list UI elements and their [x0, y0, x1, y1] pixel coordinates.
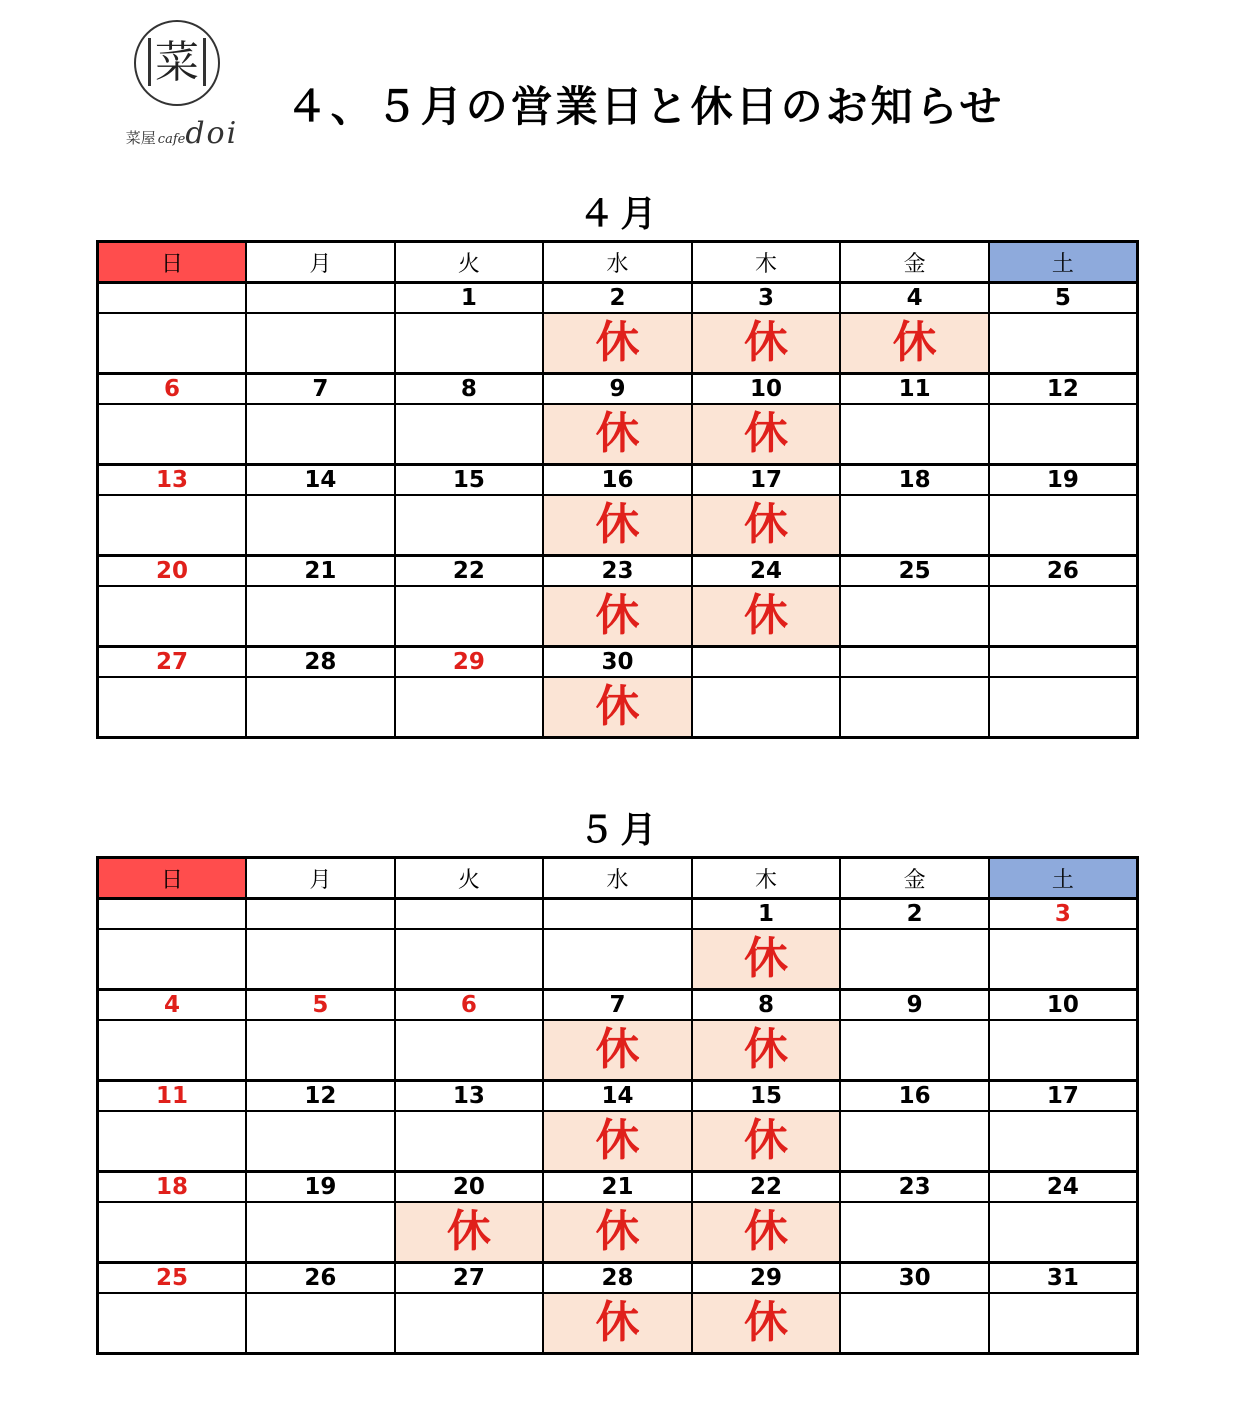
date-cell: 25: [98, 1263, 247, 1294]
closed-day-mark: 休: [692, 929, 841, 990]
closed-day-mark: 休: [543, 677, 692, 738]
open-day-cell: [692, 677, 841, 738]
date-cell: 30: [543, 647, 692, 678]
date-cell: [989, 647, 1138, 678]
page-title: ４、５月の営業日と休日のお知らせ: [285, 82, 1005, 131]
status-row: [98, 313, 1138, 374]
date-cell: 7: [246, 374, 395, 405]
logo-emblem: [134, 20, 220, 106]
weekday-header: 木: [692, 242, 841, 283]
date-row: [98, 1081, 1138, 1112]
date-row: [98, 556, 1138, 587]
weekday-header-row: [98, 858, 1138, 899]
open-day-cell: [989, 586, 1138, 647]
date-cell: 4: [840, 283, 989, 314]
date-cell: 13: [395, 1081, 544, 1112]
date-cell: 15: [395, 465, 544, 496]
date-cell: 17: [692, 465, 841, 496]
date-cell: 20: [98, 556, 247, 587]
date-cell: 11: [840, 374, 989, 405]
open-day-cell: [989, 495, 1138, 556]
open-day-cell: [98, 1111, 247, 1172]
date-cell: 19: [246, 1172, 395, 1203]
date-cell: 12: [989, 374, 1138, 405]
date-cell: 22: [692, 1172, 841, 1203]
date-cell: 1: [395, 283, 544, 314]
date-cell: [98, 283, 247, 314]
open-day-cell: [98, 586, 247, 647]
date-cell: [246, 283, 395, 314]
date-cell: 24: [989, 1172, 1138, 1203]
date-cell: 29: [395, 647, 544, 678]
open-day-cell: [840, 677, 989, 738]
weekday-header: 月: [246, 242, 395, 283]
date-cell: 2: [840, 899, 989, 930]
date-cell: 14: [543, 1081, 692, 1112]
date-row: [98, 1172, 1138, 1203]
closed-day-mark: 休: [692, 1293, 841, 1354]
date-cell: 1: [692, 899, 841, 930]
date-cell: 12: [246, 1081, 395, 1112]
open-day-cell: [989, 1111, 1138, 1172]
open-day-cell: [989, 1020, 1138, 1081]
date-row: [98, 465, 1138, 496]
date-cell: 6: [395, 990, 544, 1021]
closed-day-mark: 休: [692, 1202, 841, 1263]
knife-icon: [203, 38, 206, 86]
fork-icon: [148, 38, 151, 86]
status-row: [98, 1111, 1138, 1172]
open-day-cell: [246, 1293, 395, 1354]
date-cell: [543, 899, 692, 930]
open-day-cell: [395, 313, 544, 374]
date-cell: 2: [543, 283, 692, 314]
date-cell: 18: [840, 465, 989, 496]
date-cell: 15: [692, 1081, 841, 1112]
date-cell: 8: [395, 374, 544, 405]
date-cell: 5: [989, 283, 1138, 314]
closed-day-mark: 休: [692, 1111, 841, 1172]
open-day-cell: [98, 1293, 247, 1354]
date-cell: [98, 899, 247, 930]
date-cell: 22: [395, 556, 544, 587]
may-title: ５月: [578, 810, 663, 851]
open-day-cell: [246, 1111, 395, 1172]
open-day-cell: [989, 313, 1138, 374]
open-day-cell: [98, 495, 247, 556]
closed-day-mark: 休: [692, 495, 841, 556]
date-cell: 9: [543, 374, 692, 405]
weekday-header: 土: [989, 858, 1138, 899]
date-cell: 7: [543, 990, 692, 1021]
logo-cafe-text: cafe: [157, 132, 186, 147]
open-day-cell: [395, 1293, 544, 1354]
closed-day-mark: 休: [692, 313, 841, 374]
date-cell: 3: [989, 899, 1138, 930]
open-day-cell: [840, 1111, 989, 1172]
date-cell: 3: [692, 283, 841, 314]
status-row: [98, 495, 1138, 556]
open-day-cell: [98, 1020, 247, 1081]
open-day-cell: [98, 677, 247, 738]
open-day-cell: [840, 1020, 989, 1081]
date-cell: 17: [989, 1081, 1138, 1112]
date-cell: 21: [543, 1172, 692, 1203]
april-calendar: [96, 240, 1139, 739]
date-cell: 4: [98, 990, 247, 1021]
open-day-cell: [246, 313, 395, 374]
date-cell: 27: [395, 1263, 544, 1294]
status-row: [98, 1293, 1138, 1354]
open-day-cell: [989, 1202, 1138, 1263]
open-day-cell: [395, 677, 544, 738]
open-day-cell: [840, 929, 989, 990]
weekday-header: 土: [989, 242, 1138, 283]
date-cell: 18: [98, 1172, 247, 1203]
date-row: [98, 374, 1138, 405]
date-cell: 25: [840, 556, 989, 587]
open-day-cell: [989, 404, 1138, 465]
date-cell: 23: [840, 1172, 989, 1203]
open-day-cell: [246, 495, 395, 556]
open-day-cell: [246, 404, 395, 465]
date-cell: 24: [692, 556, 841, 587]
closed-day-mark: 休: [543, 404, 692, 465]
date-cell: [692, 647, 841, 678]
status-row: [98, 1020, 1138, 1081]
weekday-header: 火: [395, 858, 544, 899]
date-cell: 26: [246, 1263, 395, 1294]
open-day-cell: [395, 586, 544, 647]
weekday-header: 金: [840, 858, 989, 899]
open-day-cell: [246, 677, 395, 738]
logo-jp-text: 菜屋: [125, 129, 156, 147]
open-day-cell: [840, 586, 989, 647]
closed-day-mark: 休: [543, 1202, 692, 1263]
open-day-cell: [395, 495, 544, 556]
closed-day-mark: 休: [692, 404, 841, 465]
closed-day-mark: 休: [395, 1202, 544, 1263]
date-cell: 28: [246, 647, 395, 678]
closed-day-mark: 休: [692, 1020, 841, 1081]
open-day-cell: [840, 404, 989, 465]
open-day-cell: [840, 495, 989, 556]
cafe-logo: [112, 20, 252, 150]
weekday-header: 木: [692, 858, 841, 899]
date-cell: 9: [840, 990, 989, 1021]
date-cell: 16: [840, 1081, 989, 1112]
date-cell: 23: [543, 556, 692, 587]
weekday-header: 火: [395, 242, 544, 283]
date-cell: [246, 899, 395, 930]
date-cell: 27: [98, 647, 247, 678]
weekday-header: 日: [98, 858, 247, 899]
date-cell: 29: [692, 1263, 841, 1294]
date-cell: 28: [543, 1263, 692, 1294]
status-row: [98, 586, 1138, 647]
logo-name-text: doi: [185, 116, 239, 151]
date-cell: 16: [543, 465, 692, 496]
logo-kanji: 菜: [155, 37, 199, 88]
weekday-header: 月: [246, 858, 395, 899]
date-row: [98, 899, 1138, 930]
open-day-cell: [246, 1020, 395, 1081]
date-cell: 13: [98, 465, 247, 496]
status-row: [98, 929, 1138, 990]
closed-day-mark: 休: [543, 313, 692, 374]
logo-wordmark: [112, 116, 252, 151]
date-cell: 19: [989, 465, 1138, 496]
date-cell: [395, 899, 544, 930]
date-cell: 21: [246, 556, 395, 587]
open-day-cell: [246, 1202, 395, 1263]
closed-day-mark: 休: [543, 1293, 692, 1354]
open-day-cell: [989, 1293, 1138, 1354]
date-cell: 10: [692, 374, 841, 405]
open-day-cell: [246, 929, 395, 990]
closed-day-mark: 休: [543, 1020, 692, 1081]
date-cell: 26: [989, 556, 1138, 587]
closed-day-mark: 休: [840, 313, 989, 374]
weekday-header: 金: [840, 242, 989, 283]
date-cell: 8: [692, 990, 841, 1021]
status-row: [98, 404, 1138, 465]
open-day-cell: [840, 1202, 989, 1263]
open-day-cell: [98, 313, 247, 374]
open-day-cell: [989, 677, 1138, 738]
date-cell: 31: [989, 1263, 1138, 1294]
april-title: ４月: [578, 194, 663, 235]
closed-day-mark: 休: [543, 1111, 692, 1172]
status-row: [98, 677, 1138, 738]
date-row: [98, 1263, 1138, 1294]
open-day-cell: [98, 404, 247, 465]
may-calendar: [96, 856, 1139, 1355]
date-cell: 14: [246, 465, 395, 496]
weekday-header: 水: [543, 858, 692, 899]
open-day-cell: [395, 1020, 544, 1081]
open-day-cell: [98, 1202, 247, 1263]
date-cell: 6: [98, 374, 247, 405]
weekday-header: 日: [98, 242, 247, 283]
open-day-cell: [395, 1111, 544, 1172]
date-cell: 30: [840, 1263, 989, 1294]
weekday-header: 水: [543, 242, 692, 283]
date-cell: 10: [989, 990, 1138, 1021]
open-day-cell: [543, 929, 692, 990]
open-day-cell: [246, 586, 395, 647]
date-cell: 20: [395, 1172, 544, 1203]
open-day-cell: [840, 1293, 989, 1354]
date-cell: [840, 647, 989, 678]
closed-day-mark: 休: [543, 495, 692, 556]
open-day-cell: [395, 929, 544, 990]
date-row: [98, 990, 1138, 1021]
status-row: [98, 1202, 1138, 1263]
date-row: [98, 647, 1138, 678]
date-cell: 11: [98, 1081, 247, 1112]
closed-day-mark: 休: [543, 586, 692, 647]
date-cell: 5: [246, 990, 395, 1021]
closed-day-mark: 休: [692, 586, 841, 647]
open-day-cell: [395, 404, 544, 465]
open-day-cell: [989, 929, 1138, 990]
weekday-header-row: [98, 242, 1138, 283]
open-day-cell: [98, 929, 247, 990]
date-row: [98, 283, 1138, 314]
